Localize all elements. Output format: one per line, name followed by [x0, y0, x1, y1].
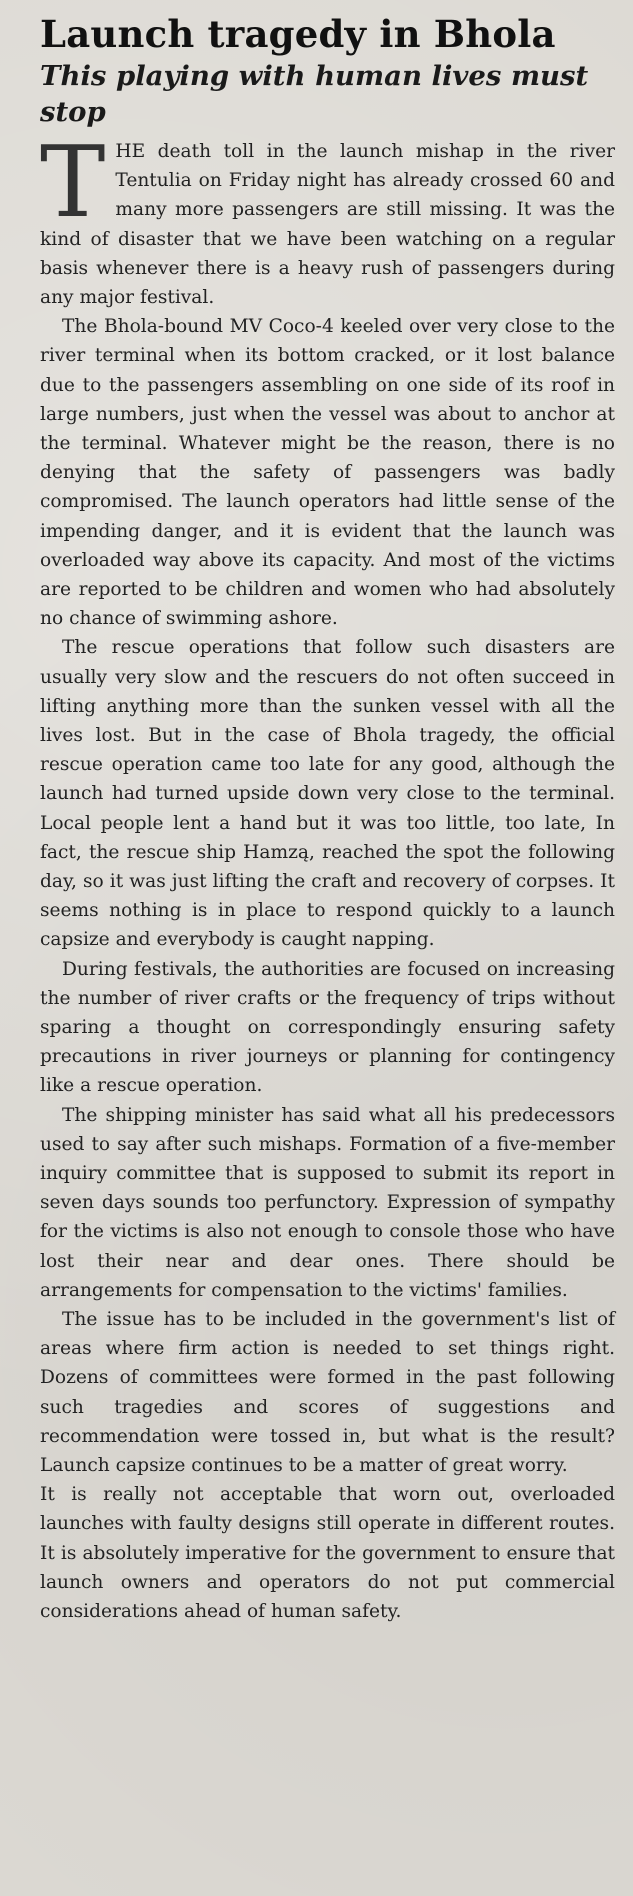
drop-cap: T — [40, 125, 106, 240]
subheadline: This playing with human lives must stop — [40, 60, 589, 129]
paragraph-6: The issue has to be included in the government's list of areas where firm action is needed to set things right. Dozens of committees were formed in the past following such tragedies and scores of suggestions and recommendation were tossed in, but what is the result? Launch capsize continues to be a matter of great worry. — [40, 1309, 615, 1477]
paragraph-5: The shipping minister has said what all his predecessors used to say after such mishaps. Formation of a five-member inquiry committee that is supposed to submit its report in seven days sounds too perfunctory. Expression of sympathy for the victims is also not enough to console those who have lost their near and dear ones. There should be arrangements for compensation to the victims' families. — [40, 1104, 615, 1301]
paragraph-1-text: HE death toll in the launch mishap in the river Tentulia on Friday night has already crossed 60 and many more passengers are still missing. It was the kind of disaster that we have been watching on a regular basis whenever there is a heavy rush of passengers during any major festival. — [40, 140, 615, 308]
paragraph-2: The Bhola-bound MV Coco-4 keeled over very close to the river terminal when its bottom cracked, or it lost balance due to the passengers assembling on one side of its roof in large numbers, just when the vessel was about to anchor at the terminal. Whatever might be the reason, there is no denying that the safety of passengers was badly compromised. The launch operators had little sense of the impending danger, and it is evident that the launch was overloaded way above its capacity. And most of the victims are reported to be children and women who had absolutely no chance of swimming ashore. — [40, 316, 615, 630]
paragraph-3: The rescue operations that follow such disasters are usually very slow and the rescuers do not often succeed in lifting anything more than the sunken vessel with all the lives lost. But in the case of Bhola tragedy, the official rescue operation came too late for any good, although the launch had turned upside down very close to the terminal. Local people lent a hand but it was too little, too late, In fact, the rescue ship Hamzą, reached the spot the following day, so it was just lifting the craft and recovery of corpses. It seems nothing is in place to respond quickly to a launch capsize and everybody is caught napping. — [40, 637, 615, 951]
paragraph-4: During festivals, the authorities are focused on increasing the number of river crafts or the frequency of trips without sparing a thought on correspondingly ensuring safety precautions in river journeys or planning for contingency like a rescue operation. — [40, 958, 615, 1097]
headline: Launch tragedy in Bhola — [40, 12, 556, 56]
article-body — [40, 125, 615, 1626]
paragraph-1 — [40, 125, 615, 312]
paragraph-7: It is really not acceptable that worn out, overloaded launches with faulty designs still operate in different routes. It is absolutely imperative for the government to ensure that launch owners and operators do not put commercial considerations ahead of human safety. — [40, 1484, 615, 1623]
